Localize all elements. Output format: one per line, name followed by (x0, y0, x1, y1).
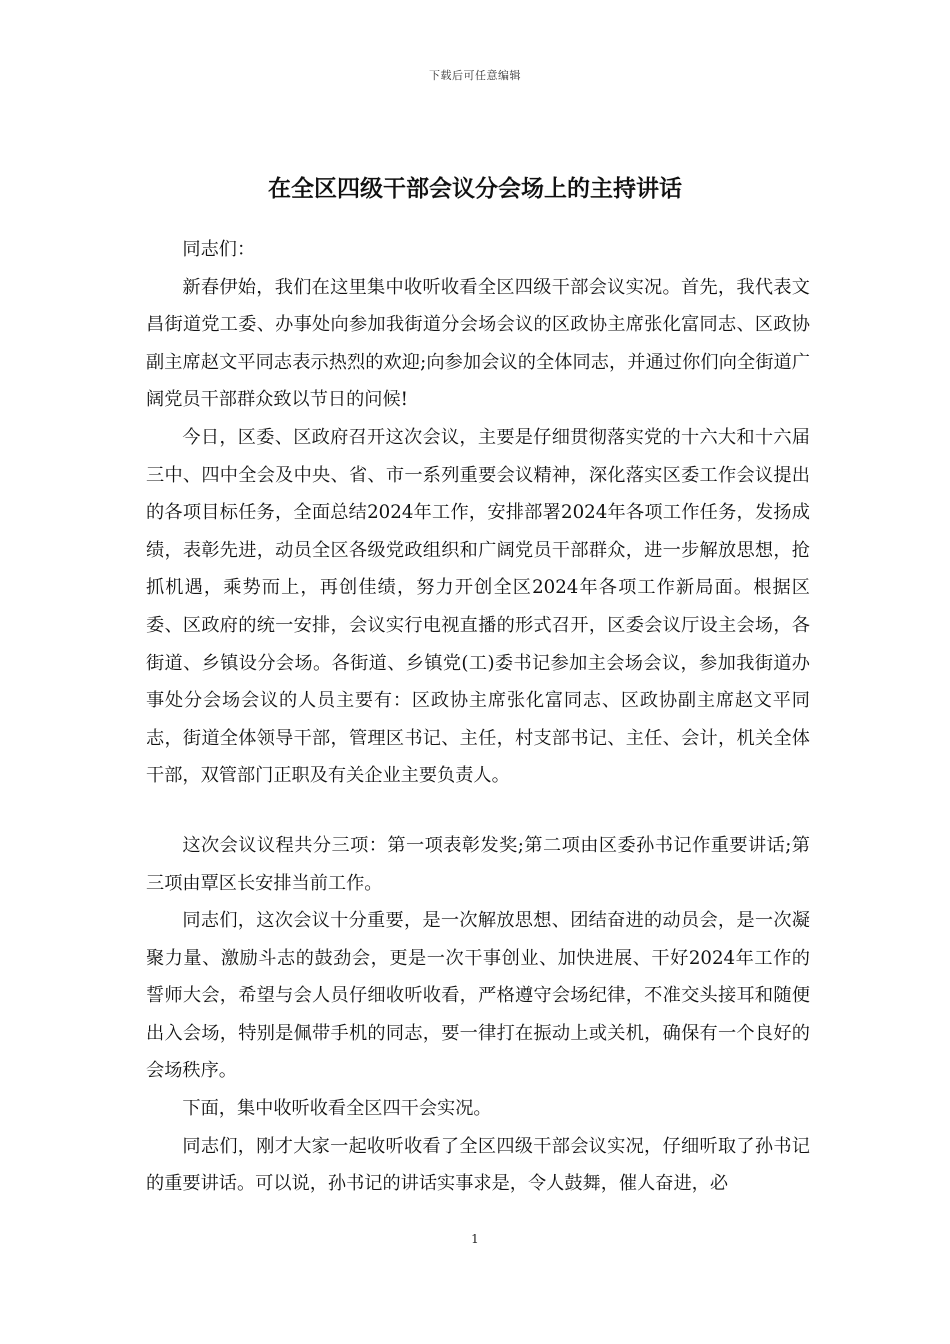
paragraph-summary: 同志们，刚才大家一起收听收看了全区四级干部会议实况，仔细听取了孙书记的重要讲话。可以说，孙书记的讲话实事求是，令人鼓舞，催人奋进，必 (146, 1135, 810, 1195)
paragraph-broadcast: 下面，集中收听收看全区四干会实况。 (182, 1098, 492, 1120)
paragraph-agenda: 这次会议议程共分三项：第一项表彰发奖;第二项由区委孙书记作重要讲话;第三项由覃区长安排当前工作。 (146, 834, 810, 894)
paragraph-meeting-purpose: 今日，区委、区政府召开这次会议，主要是仔细贯彻落实党的十六大和十六届三中、四中全会及中央、省、市一系列重要会议精神，深化落实区委工作会议提出的各项目标任务，全面总结2024年工作，安排部署2024年各项工作任务，发扬成绩，表彰先进，动员全区各级党政组织和广阔党员干部群众，进一步解放思想，抢抓机遇，乘势而上，再创佳绩，努力开创全区2024年各项工作新局面。根据区委、区政府的统一安排，会议实行电视直播的形式召开，区委会议厅设主会场，各街道、乡镇设分会场。各街道、乡镇党(工)委书记参加主会场会议，参加我街道办事处分会场会议的人员主要有：区政协主席张化富同志、区政协副主席赵文平同志，街道全体领导干部，管理区书记、主任，村支部书记、主任、会计，机关全体干部，双管部门正职及有关企业主要负责人。 (146, 426, 810, 787)
document-body (146, 231, 810, 1203)
paragraph-welcome: 新春伊始，我们在这里集中收听收看全区四级干部会议实况。首先，我代表文昌街道党工委、办事处向参加我街道分会场会议的区政协主席张化富同志、区政协副主席赵文平同志表示热烈的欢迎;向参加会议的全体同志，并通过你们向全街道广阔党员干部群众致以节日的问候! (146, 276, 810, 411)
document-title: 在全区四级干部会议分会场上的主持讲话 (268, 175, 682, 203)
page-number: 1 (471, 1232, 479, 1246)
salutation: 同志们： (182, 239, 256, 260)
header-note: 下载后可任意编辑 (429, 69, 521, 82)
paragraph-discipline: 同志们，这次会议十分重要，是一次解放思想、团结奋进的动员会，是一次凝聚力量、激励斗志的鼓劲会，更是一次干事创业、加快进展、干好2024年工作的誓师大会，希望与会人员仔细收听收看，严格遵守会场纪律，不准交头接耳和随便出入会场，特别是佩带手机的同志，要一律打在振动上或关机，确保有一个良好的会场秩序。 (146, 910, 810, 1082)
